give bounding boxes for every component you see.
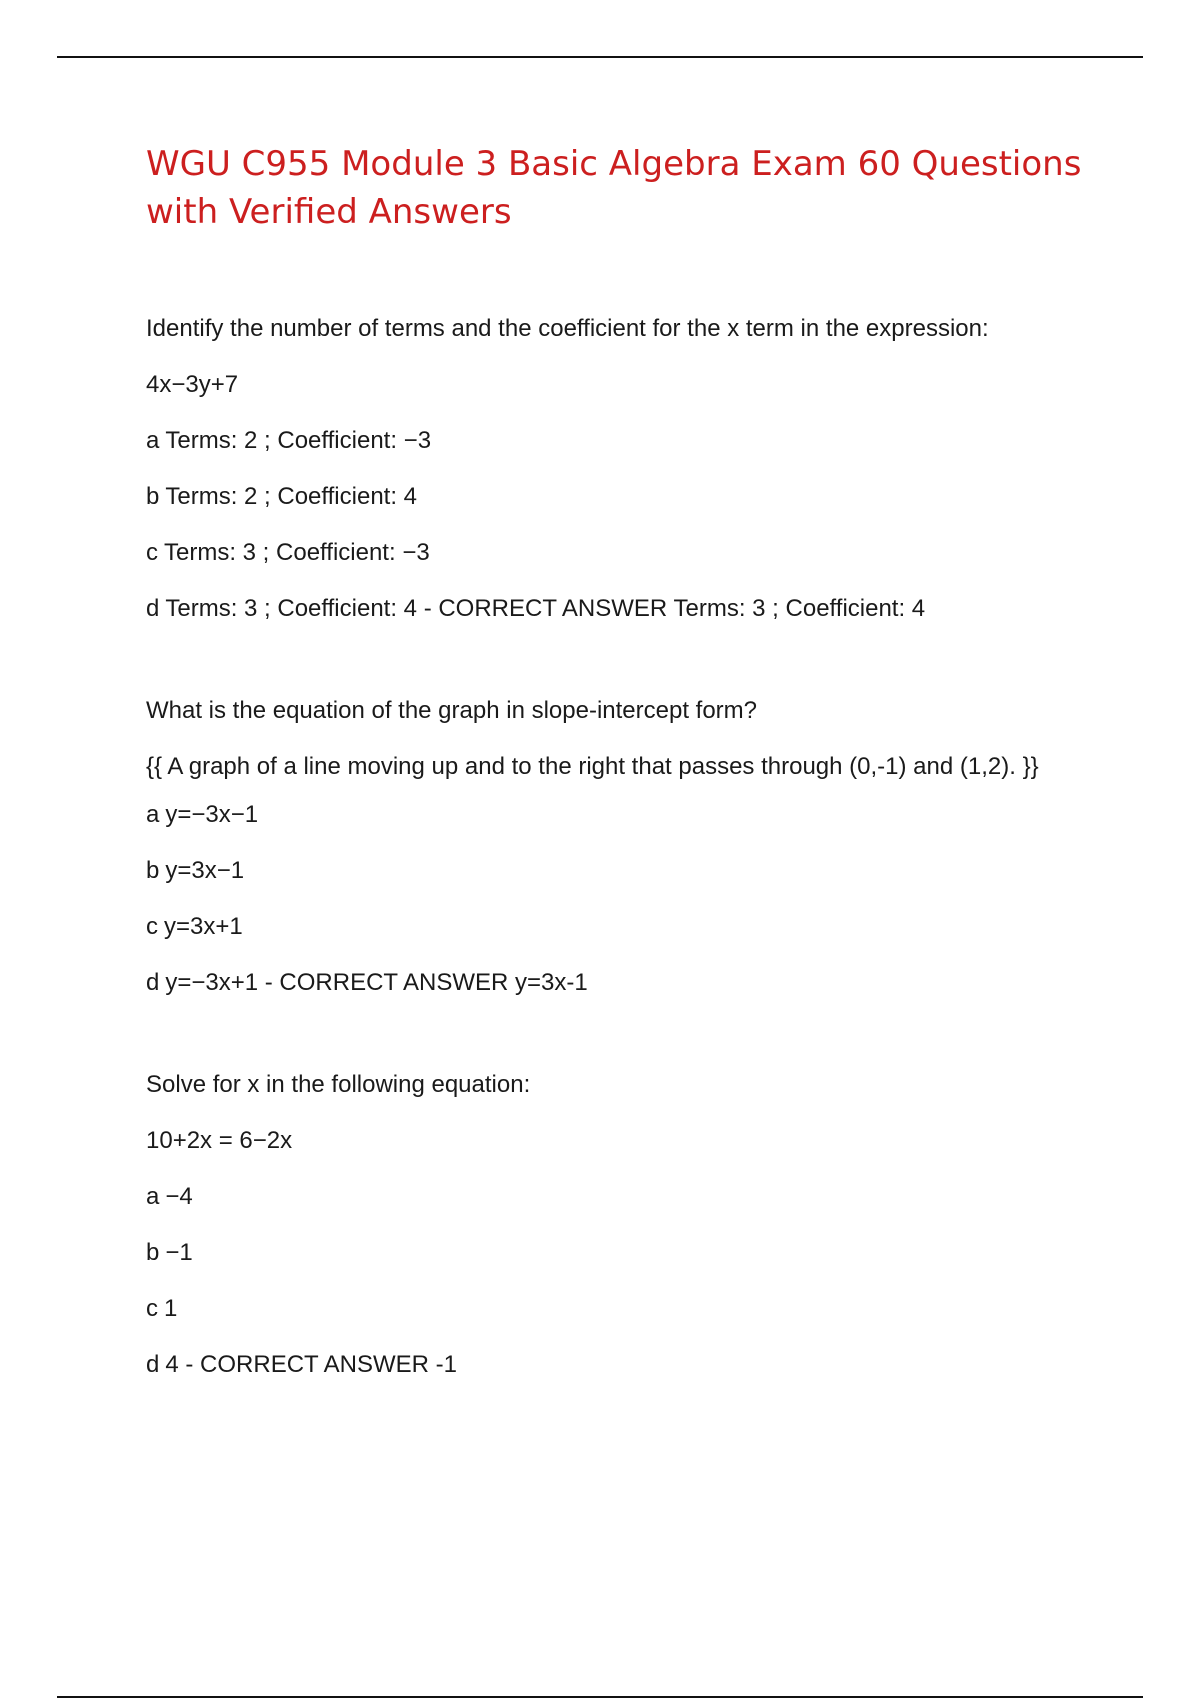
option-letter: a — [146, 1183, 160, 1210]
document-body — [146, 140, 1106, 1406]
option-letter: b — [146, 1239, 160, 1266]
question-expression: 4x−3y+7 — [146, 371, 239, 398]
option-letter: d — [146, 1351, 160, 1378]
option-letter: d — [146, 595, 160, 622]
answer-option-with-correct-answer — [146, 594, 1106, 624]
answer-option — [146, 1182, 1106, 1212]
answer-option — [146, 800, 1106, 830]
answer-option — [146, 1238, 1106, 1268]
option-text: Terms: 2 ; Coefficient: 4 — [165, 483, 418, 510]
header-rule — [57, 56, 1143, 58]
question-block — [146, 314, 1106, 624]
answer-option — [146, 856, 1106, 886]
option-letter: b — [146, 483, 160, 510]
option-letter: a — [146, 801, 160, 828]
question-prompt: Solve for x in the following equation: — [146, 1071, 531, 1098]
question-block — [146, 696, 1106, 998]
option-text: y=−3x+1 - CORRECT ANSWER y=3x-1 — [165, 969, 588, 996]
option-letter: c — [146, 539, 158, 566]
option-letter: a — [146, 427, 160, 454]
answer-option — [146, 1294, 1106, 1324]
option-text: −1 — [165, 1239, 193, 1266]
question-equation: 10+2x = 6−2x — [146, 1127, 293, 1154]
option-letter: c — [146, 913, 158, 940]
question-prompt: What is the equation of the graph in slope-intercept form? — [146, 697, 758, 724]
option-text: Terms: 3 ; Coefficient: 4 - CORRECT ANSWER Terms: 3 ; Coefficient: 4 — [165, 595, 926, 622]
option-text: y=3x+1 — [164, 913, 243, 940]
answer-option — [146, 912, 1106, 942]
option-text: Terms: 2 ; Coefficient: −3 — [165, 427, 432, 454]
question-block — [146, 1070, 1106, 1380]
option-text: 4 - CORRECT ANSWER -1 — [165, 1351, 457, 1378]
answer-option — [146, 482, 1106, 512]
option-text: 1 — [164, 1295, 178, 1322]
answer-option — [146, 538, 1106, 568]
answer-option — [146, 426, 1106, 456]
footer-rule — [57, 1696, 1143, 1698]
option-letter: d — [146, 969, 160, 996]
option-text: y=3x−1 — [165, 857, 245, 884]
option-letter: b — [146, 857, 160, 884]
option-text: −4 — [165, 1183, 193, 1210]
option-text: Terms: 3 ; Coefficient: −3 — [164, 539, 430, 566]
answer-option-with-correct-answer — [146, 968, 1106, 998]
answer-option-with-correct-answer — [146, 1350, 1106, 1380]
question-prompt: Identify the number of terms and the coefficient for the x term in the expression: — [146, 315, 989, 342]
question-graph-description: {{ A graph of a line moving up and to the right that passes through (0,-1) and (1,2). }} — [146, 753, 1039, 780]
document-title: WGU C955 Module 3 Basic Algebra Exam 60 Questions with Verified Answers — [146, 144, 1082, 232]
option-text: y=−3x−1 — [165, 801, 259, 828]
option-letter: c — [146, 1295, 158, 1322]
